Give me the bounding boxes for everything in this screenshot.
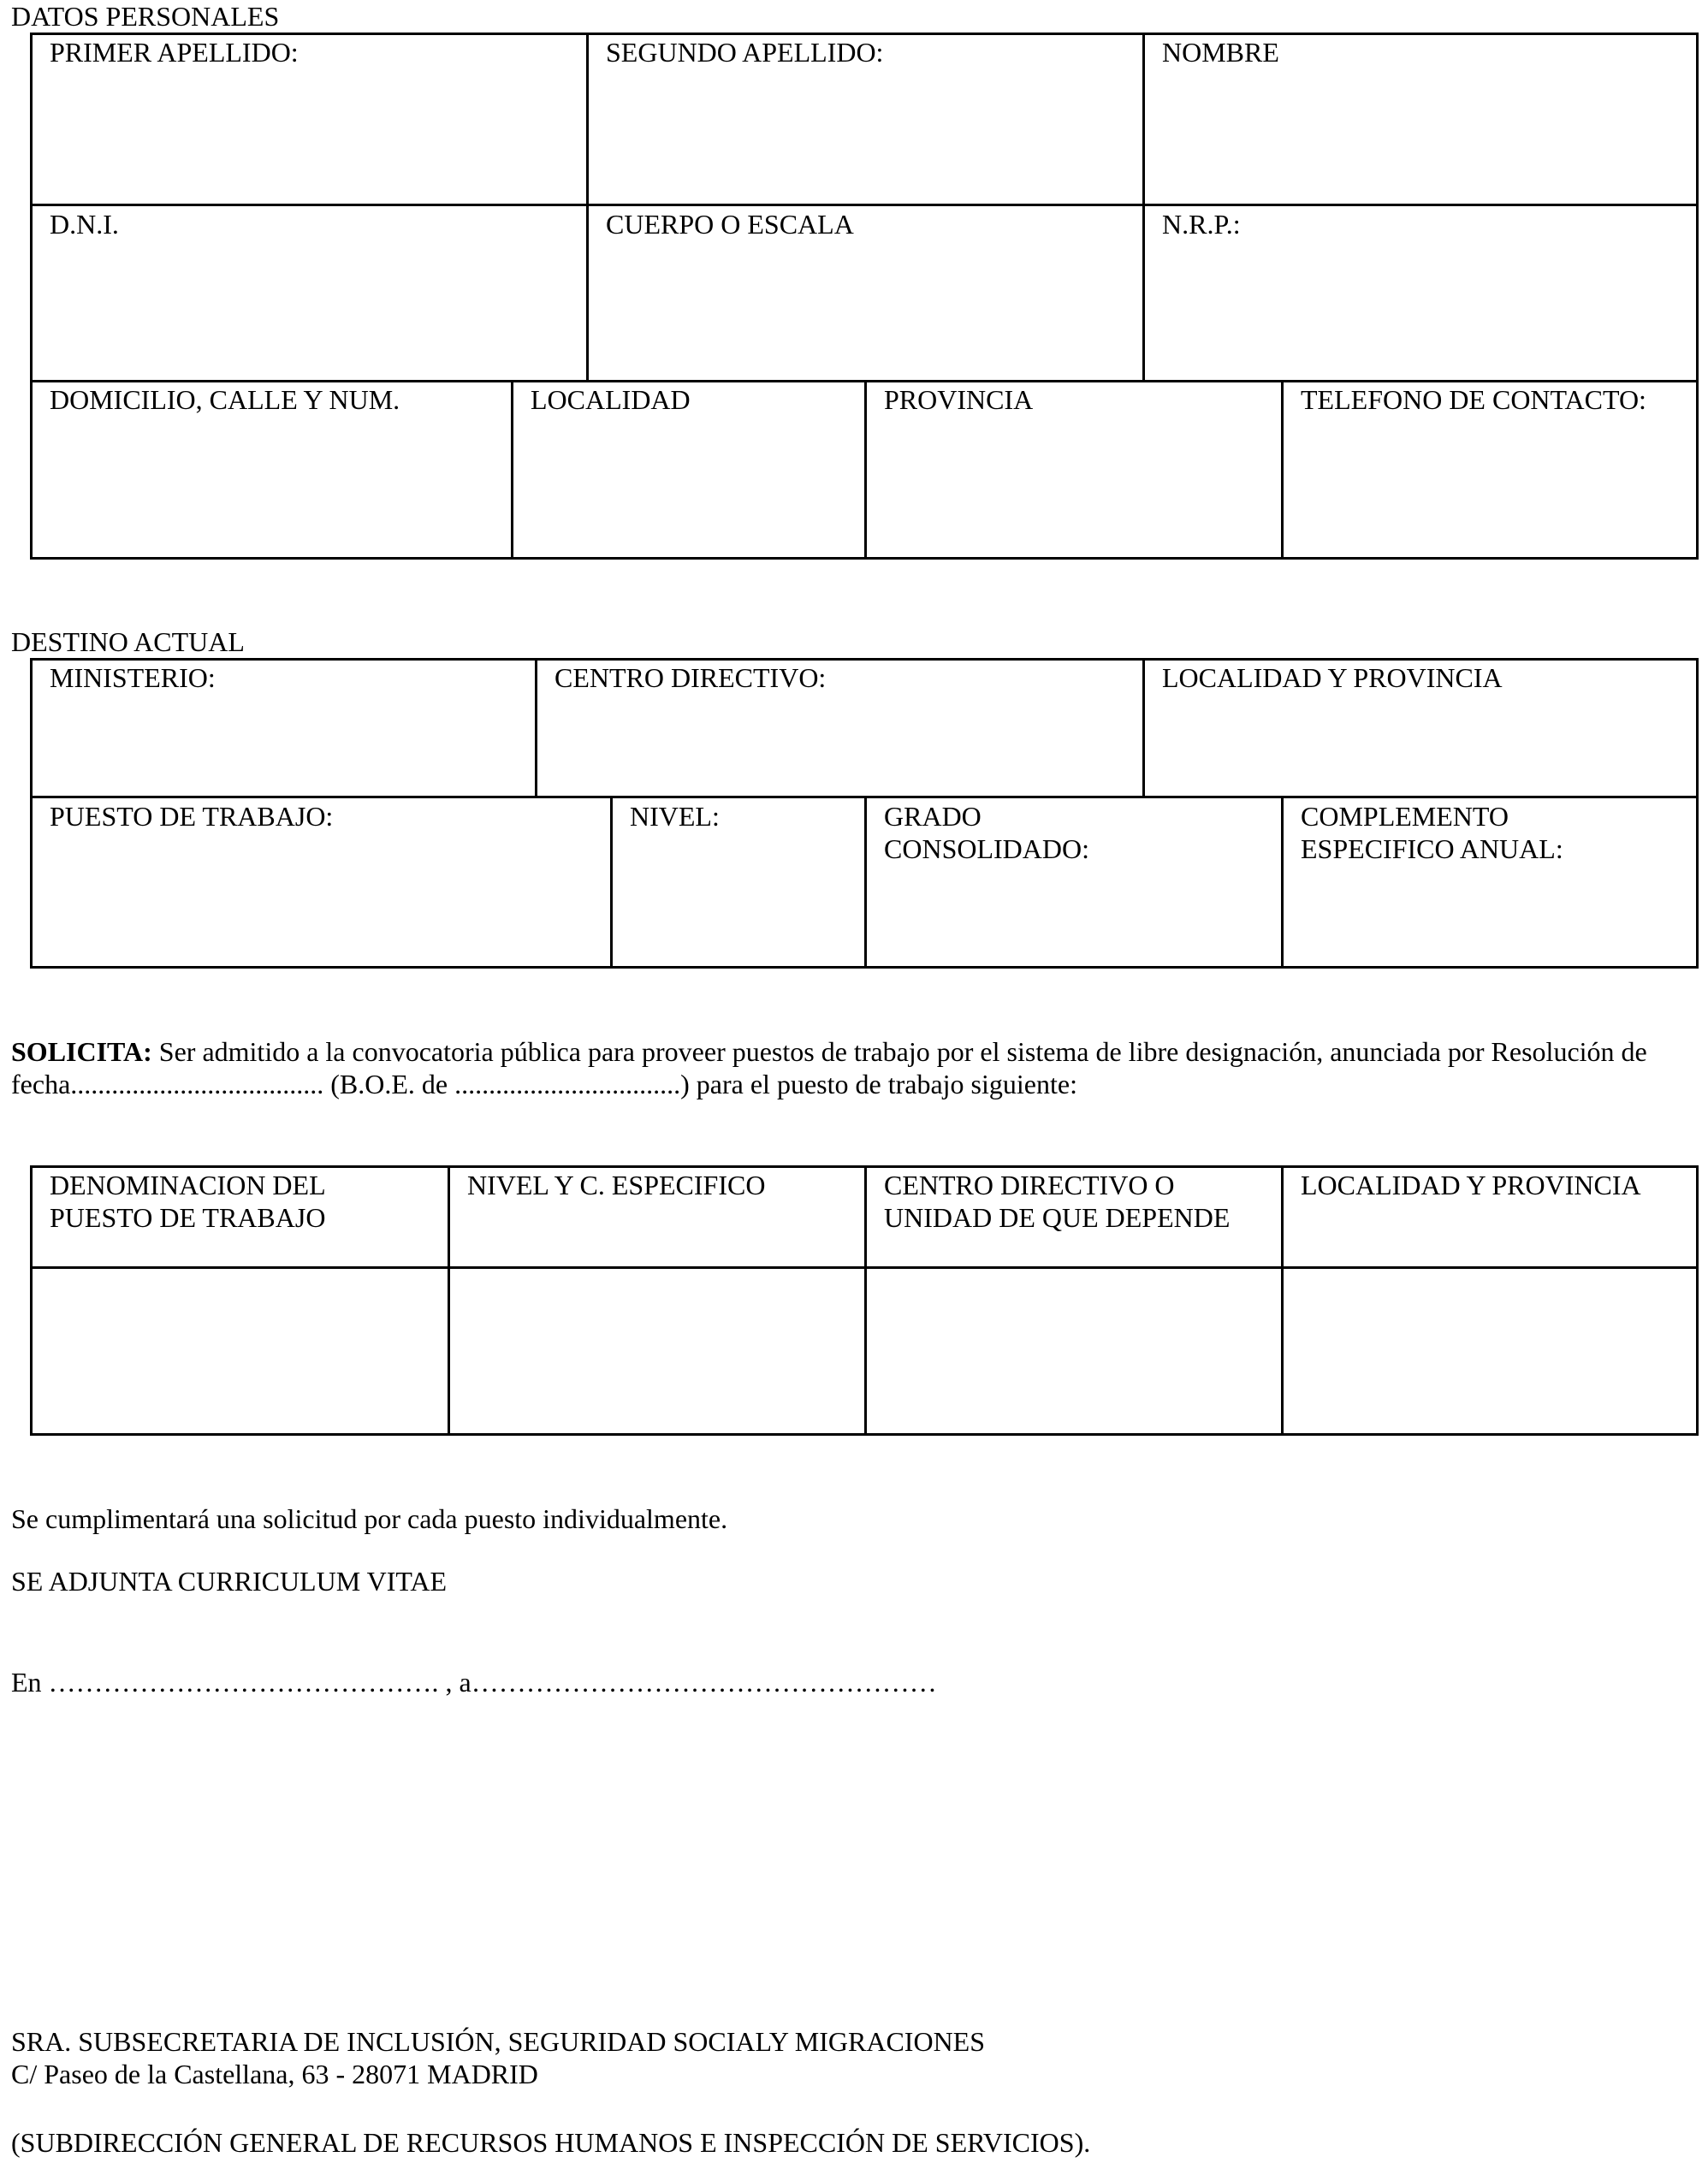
cuerpo-escala-label: CUERPO O ESCALA [606, 209, 854, 240]
localidad-provincia-label: LOCALIDAD Y PROVINCIA [1301, 1170, 1641, 1200]
column-divider [1142, 33, 1145, 381]
nivel-especifico-label: NIVEL Y C. ESPECIFICO [467, 1170, 766, 1200]
solicita-label: SOLICITA: [11, 1036, 152, 1067]
dni-label: D.N.I. [50, 209, 119, 240]
column-divider [535, 658, 537, 797]
nivel-label: NIVEL: [630, 801, 720, 832]
column-divider [864, 380, 867, 560]
segundo-apellido-label: SEGUNDO APELLIDO: [606, 37, 884, 68]
centro-directivo-unidad-label-line2: UNIDAD DE QUE DEPENDE [884, 1202, 1231, 1233]
grado-label-line2: CONSOLIDADO: [884, 833, 1089, 864]
column-divider [1281, 380, 1284, 560]
nrp-label: N.R.P.: [1162, 209, 1241, 240]
address-line: C/ Paseo de la Castellana, 63 - 28071 MADRID [11, 2059, 538, 2089]
localidad-provincia-label: LOCALIDAD Y PROVINCIA [1162, 662, 1503, 693]
curriculum-note: SE ADJUNTA CURRICULUM VITAE [11, 1566, 447, 1597]
recipient-line: SRA. SUBSECRETARIA DE INCLUSIÓN, SEGURIDAD SOCIALY MIGRACIONES [11, 2026, 986, 2057]
nivel-especifico-field[interactable] [450, 1269, 864, 1433]
localidad-label: LOCALIDAD [531, 384, 691, 415]
centro-directivo-field[interactable] [867, 1269, 1281, 1433]
centro-directivo-unidad-label-line1: CENTRO DIRECTIVO O [884, 1170, 1175, 1200]
domicilio-label: DOMICILIO, CALLE Y NUM. [50, 384, 400, 415]
column-divider [511, 380, 513, 560]
centro-directivo-label: CENTRO DIRECTIVO: [555, 662, 827, 693]
place-date-line: En ……………………………………. , a…………………………………………… [11, 1667, 937, 1698]
column-divider [1142, 658, 1145, 797]
column-divider [610, 796, 613, 969]
complemento-label-line1: COMPLEMENTO [1301, 801, 1509, 832]
column-divider [864, 796, 867, 969]
nombre-label: NOMBRE [1162, 37, 1279, 68]
complemento-label-line2: ESPECIFICO ANUAL: [1301, 833, 1563, 864]
row-divider [30, 204, 1699, 206]
ministerio-label: MINISTERIO: [50, 662, 216, 693]
destino-heading: DESTINO ACTUAL [11, 626, 245, 657]
solicita-paragraph [11, 1035, 1699, 1100]
puesto-trabajo-label: PUESTO DE TRABAJO: [50, 801, 334, 832]
individual-note: Se cumplimentará una solicitud por cada puesto individualmente. [11, 1503, 728, 1534]
primer-apellido-label: PRIMER APELLIDO: [50, 37, 299, 68]
subdirection-line: (SUBDIRECCIÓN GENERAL DE RECURSOS HUMANOS E INSPECCIÓN DE SERVICIOS). [11, 2127, 1091, 2158]
grado-label-line1: GRADO [884, 801, 982, 832]
column-divider [1281, 796, 1284, 969]
telefono-label: TELEFONO DE CONTACTO: [1301, 384, 1646, 415]
column-divider [586, 33, 589, 381]
solicita-text: Ser admitido a la convocatoria pública para proveer puestos de trabajo por el sistema de libre designación, anunciada por Resolución de fecha..................................... (B.O.E. de .................................) para el puesto de trabajo siguiente: [11, 1036, 1647, 1099]
localidad-provincia-field[interactable] [1284, 1269, 1696, 1433]
provincia-label: PROVINCIA [884, 384, 1034, 415]
personal-heading: DATOS PERSONALES [11, 1, 280, 32]
denominacion-label-line1: DENOMINACION DEL [50, 1170, 326, 1200]
denominacion-field[interactable] [33, 1269, 448, 1433]
denominacion-label-line2: PUESTO DE TRABAJO [50, 1202, 326, 1233]
